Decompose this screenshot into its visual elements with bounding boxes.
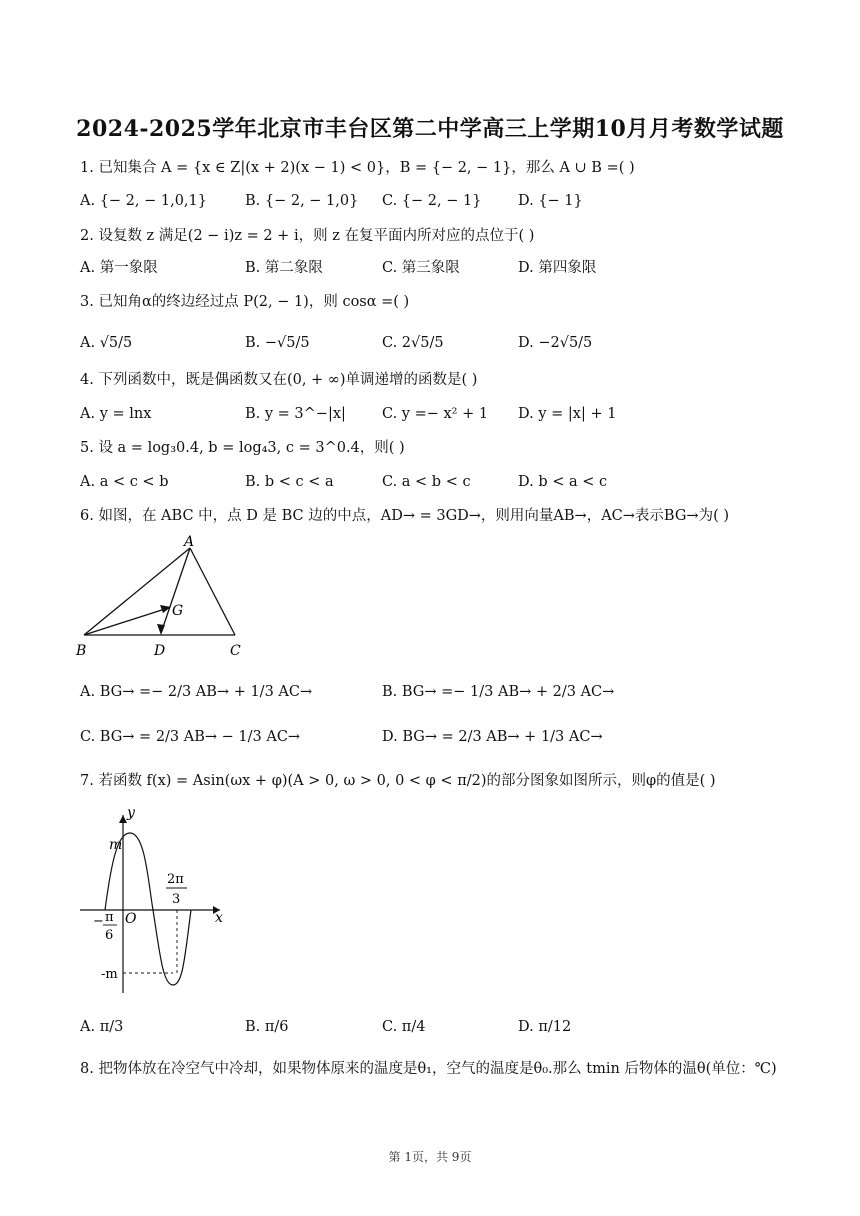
question-2-option-b: B. 第二象限 bbox=[245, 260, 323, 276]
label-y: y bbox=[127, 805, 135, 821]
label-g: G bbox=[172, 603, 184, 619]
y-axis-arrow bbox=[119, 815, 127, 823]
question-6-stem: 6. 如图，在 ABC 中，点 D 是 BC 边的中点，AD→ = 3GD→，则用向量AB→，AC→表示BG→为( ) bbox=[80, 508, 730, 524]
sine-graph-figure bbox=[75, 805, 235, 1000]
vector-ad bbox=[161, 548, 190, 633]
page-footer: 第 1页，共 9页 bbox=[388, 1150, 472, 1164]
question-7-option-a: A. π/3 bbox=[80, 1019, 124, 1035]
question-2-option-c: C. 第三象限 bbox=[382, 260, 460, 276]
sine-curve bbox=[105, 833, 191, 985]
label-a: A bbox=[184, 535, 195, 550]
question-6-option-b: B. BG→ =− 1/3 AB→ + 2/3 AC→ bbox=[382, 684, 615, 700]
question-4-stem: 4. 下列函数中，既是偶函数又在(0, + ∞)单调递增的函数是( ) bbox=[80, 372, 478, 388]
question-4-option-d: D. y = |x| + 1 bbox=[518, 406, 617, 422]
question-7-option-c: C. π/4 bbox=[382, 1019, 426, 1035]
question-6-option-d: D. BG→ = 2/3 AB→ + 1/3 AC→ bbox=[382, 729, 603, 745]
page-title: 2024-2025学年北京市丰台区第二中学高三上学期10月月考数学试题 bbox=[76, 116, 784, 142]
label-x: x bbox=[215, 910, 223, 926]
triangle-figure bbox=[70, 535, 260, 665]
question-1-option-b: B. {− 2, − 1,0} bbox=[245, 193, 359, 209]
question-7-option-b: B. π/6 bbox=[245, 1019, 289, 1035]
label-minus-sign: − bbox=[93, 914, 104, 929]
label-two-pi: 2π bbox=[167, 872, 184, 887]
question-1-option-c: C. {− 2, − 1} bbox=[382, 193, 482, 209]
question-3-stem: 3. 已知角α的终边经过点 P(2, − 1)，则 cosα =( ) bbox=[80, 294, 410, 310]
question-5-option-a: A. a < c < b bbox=[80, 474, 169, 490]
label-d: D bbox=[154, 643, 166, 659]
question-2-option-d: D. 第四象限 bbox=[518, 260, 597, 276]
label-c: C bbox=[230, 643, 241, 659]
label-b: B bbox=[76, 643, 87, 659]
question-8-stem: 8. 把物体放在冷空气中冷却，如果物体原来的温度是θ₁，空气的温度是θ₀.那么 tmin 后物体的温θ(单位：℃) bbox=[80, 1061, 777, 1077]
question-1-stem: 1. 已知集合 A = {x ∈ Z|(x + 2)(x − 1) < 0}，B = {− 2, − 1}，那么 A ∪ B =( ) bbox=[80, 160, 635, 176]
question-5-option-b: B. b < c < a bbox=[245, 474, 334, 490]
question-5-option-d: D. b < a < c bbox=[518, 474, 608, 490]
edge-ab bbox=[84, 548, 190, 635]
question-2-option-a: A. 第一象限 bbox=[80, 260, 158, 276]
question-3-option-b: B. −√5/5 bbox=[245, 335, 310, 351]
label-m: m bbox=[109, 837, 123, 853]
question-1-option-d: D. {− 1} bbox=[518, 193, 583, 209]
question-7-stem: 7. 若函数 f(x) = Asin(ωx + φ)(A > 0, ω > 0, 0 < φ < π/2)的部分图象如图所示，则φ的值是( ) bbox=[80, 773, 716, 789]
question-6-option-c: C. BG→ = 2/3 AB→ − 1/3 AC→ bbox=[80, 729, 301, 745]
question-3-option-a: A. √5/5 bbox=[80, 335, 133, 351]
vector-bg bbox=[84, 608, 168, 635]
question-5-stem: 5. 设 a = log₃0.4, b = log₄3, c = 3^0.4，则( ) bbox=[80, 440, 405, 456]
question-1-option-a: A. {− 2, − 1,0,1} bbox=[80, 193, 207, 209]
question-4-option-b: B. y = 3^−|x| bbox=[245, 406, 346, 422]
label-three: 3 bbox=[172, 892, 181, 907]
label-six: 6 bbox=[105, 928, 114, 943]
question-4-option-a: A. y = lnx bbox=[80, 406, 152, 422]
label-neg-m: -m bbox=[101, 967, 118, 982]
question-7-option-d: D. π/12 bbox=[518, 1019, 572, 1035]
question-6-option-a: A. BG→ =− 2/3 AB→ + 1/3 AC→ bbox=[80, 684, 313, 700]
question-5-option-c: C. a < b < c bbox=[382, 474, 471, 490]
question-4-option-c: C. y =− x² + 1 bbox=[382, 406, 489, 422]
question-2-stem: 2. 设复数 z 满足(2 − i)z = 2 + i，则 z 在复平面内所对应的点位于( ) bbox=[80, 228, 535, 244]
arrow-d-head bbox=[157, 624, 165, 635]
edge-ac bbox=[190, 548, 235, 635]
label-pi: π bbox=[105, 910, 114, 925]
question-3-option-c: C. 2√5/5 bbox=[382, 335, 444, 351]
question-3-option-d: D. −2√5/5 bbox=[518, 335, 593, 351]
label-origin: O bbox=[125, 911, 137, 927]
